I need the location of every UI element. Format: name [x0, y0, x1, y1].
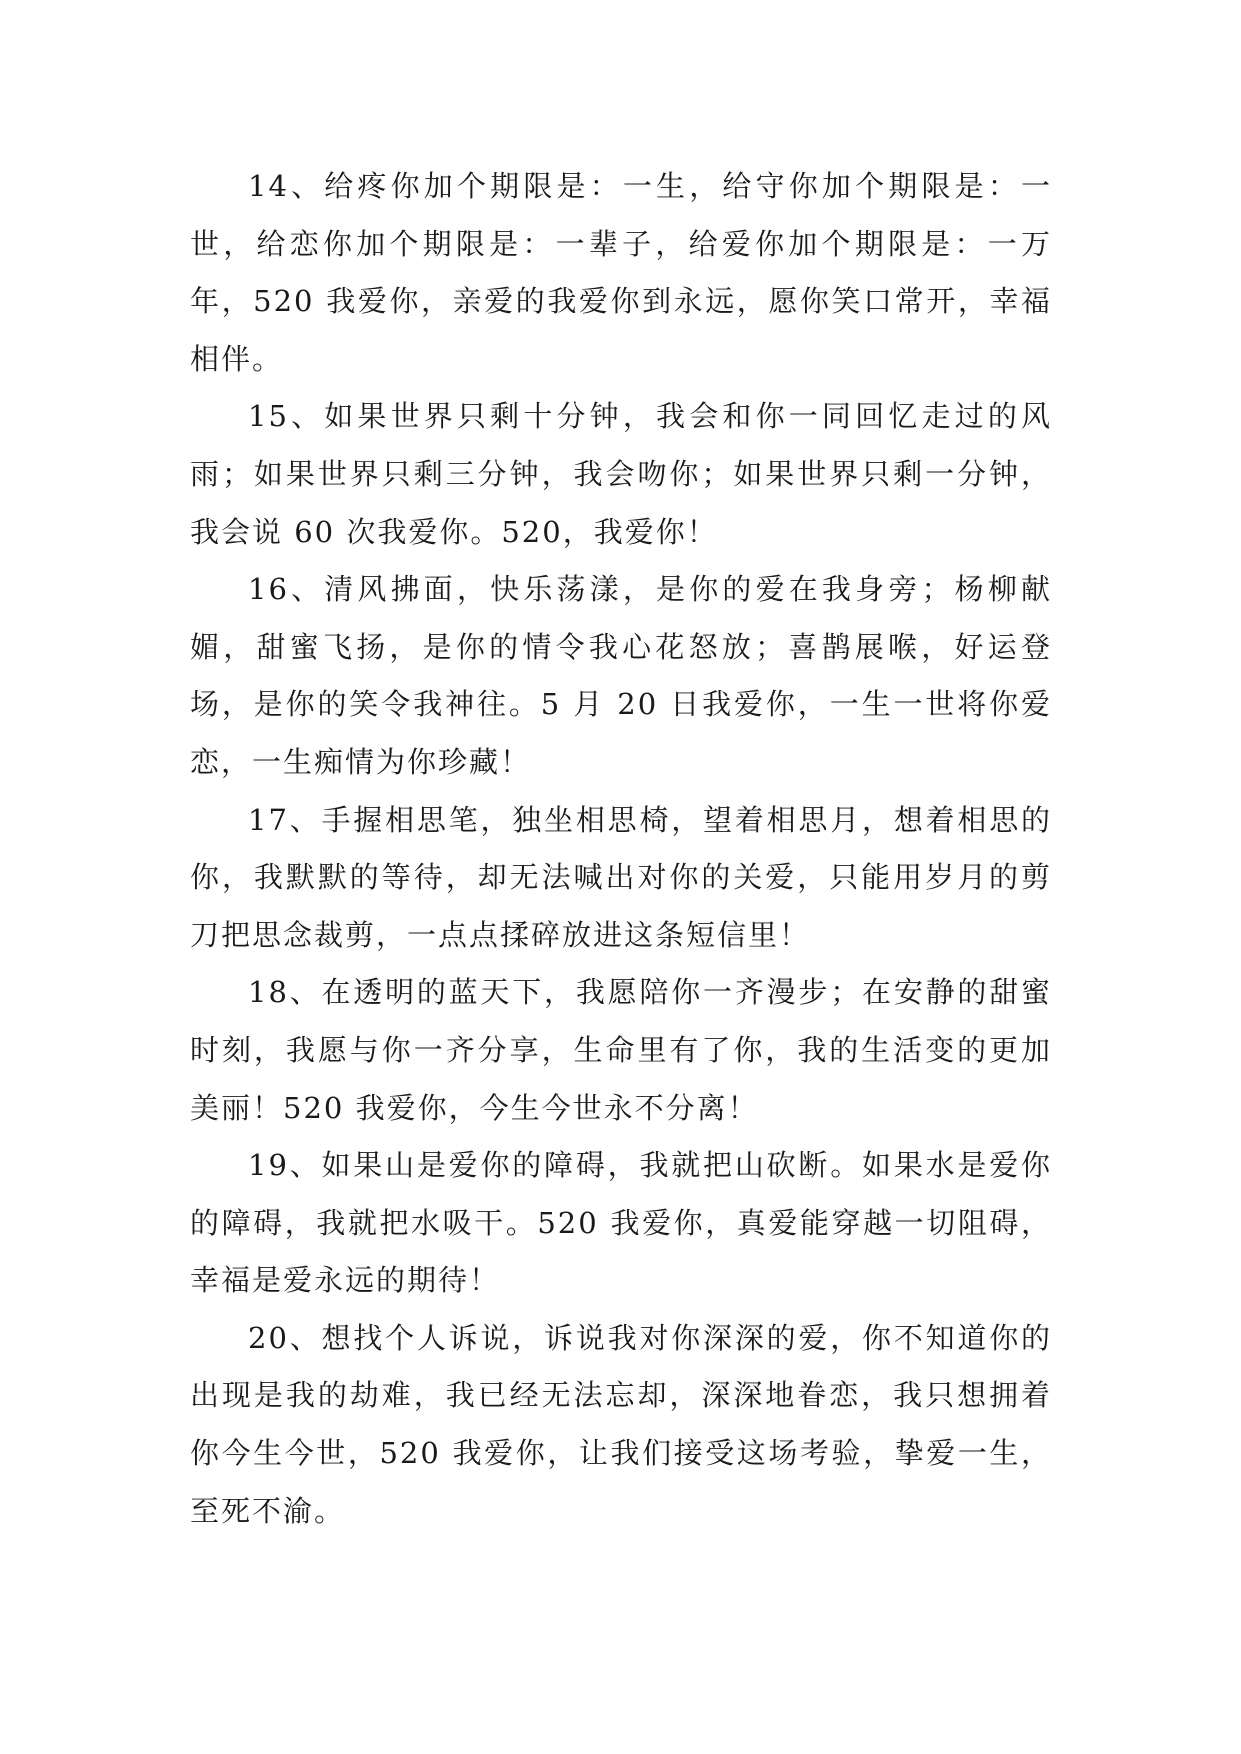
paragraph-20: 20、想找个人诉说，诉说我对你深深的爱，你不知道你的出现是我的劫难，我已经无法忘却，深深地眷恋，我只想拥着你今生今世，520 我爱你，让我们接受这场考验，挚爱一生，至死不渝。: [190, 1320, 1052, 1528]
paragraph-16: 16、清风拂面，快乐荡漾，是你的爱在我身旁；杨柳献媚，甜蜜飞扬，是你的情令我心花怒放；喜鹊展喉，好运登场，是你的笑令我神往。5 月 20 日我爱你，一生一世将你爱恋，一生痴情为你珍藏！: [190, 572, 1052, 779]
paragraph-17: 17、手握相思笔，独坐相思椅，望着相思月，想着相思的你，我默默的等待，却无法喊出对你的关爱，只能用岁月的剪刀把思念裁剪，一点点揉碎放进这条短信里！: [190, 802, 1052, 952]
paragraph-15: 15、如果世界只剩十分钟，我会和你一同回忆走过的风雨；如果世界只剩三分钟，我会吻你；如果世界只剩一分钟，我会说 60 次我爱你。520，我爱你！: [190, 399, 1052, 549]
document-body: [190, 158, 1052, 1540]
paragraph-14: 14、给疼你加个期限是：一生，给守你加个期限是：一世，给恋你加个期限是：一辈子，给爱你加个期限是：一万年，520 我爱你，亲爱的我爱你到永远，愿你笑口常开，幸福相伴。: [190, 169, 1052, 376]
paragraph-18: 18、在透明的蓝天下，我愿陪你一齐漫步；在安静的甜蜜时刻，我愿与你一齐分享，生命里有了你，我的生活变的更加美丽！520 我爱你，今生今世永不分离！: [190, 975, 1052, 1125]
paragraph-19: 19、如果山是爱你的障碍，我就把山砍断。如果水是爱你的障碍，我就把水吸干。520 我爱你，真爱能穿越一切阻碍，幸福是爱永远的期待！: [190, 1148, 1052, 1298]
